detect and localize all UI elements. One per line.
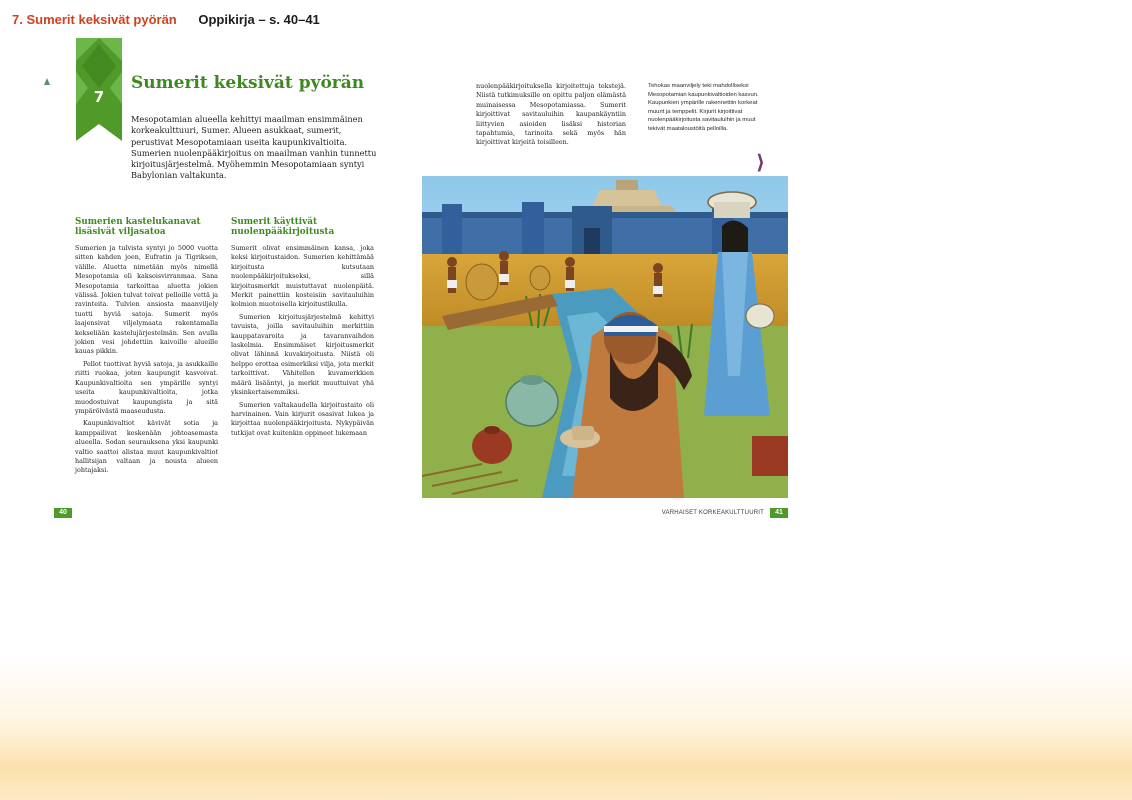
paragraph: Kaupunkivaltiot kävivät sotia ja kamppailivat keskenään johtoasemasta alueella. Sodan seurauksena yksi kaupunki valtio saattoi alistaa muut kaupunkivaltiot hallitsijan valtaan ja nousta alueen johtajaksi.: [75, 419, 218, 475]
text-column-1: [75, 217, 218, 479]
paragraph: Sumerit olivat ensimmäinen kansa, joka keksi kirjoitustaidon. Sumerien kehittämää kirjoitusta kutsutaan nuolenpääkirjoitukseksi, sillä kirjoitusmerkit muistuttavat nuolenpäitä. Merkit painettiin kosteisiin savitauluihin kolmion muotoisella kirjoitustikulla.: [231, 244, 374, 309]
curved-arrow-icon: ⟩: [756, 150, 766, 174]
page-number-left: 40: [54, 508, 72, 518]
left-arrow-icon: [44, 78, 50, 85]
intro-text: Mesopotamian alueella kehittyi maailman ensimmäinen korkeakulttuuri, Sumer. Alueen asukkaat, sumerit, perustivat Mesopotamiaan useita kaupunkivaltioita. Sumerien nuolenpääkirjoitus on maailman vanhin tunnettu kirjoitusjärjestelmä. Myöhemmin Mesopotamiaan syntyi Babylonian valtakunta.: [131, 114, 377, 181]
running-title: VARHAISET KORKEAKULTTUURIT: [661, 510, 764, 516]
paragraph: Pellot tuottivat hyviä satoja, ja asukkaille riitti ruokaa, joten kaupungit kasvoivat. Kaupunkivaltioita sen ympärille syntyi useita kaupunkivaltioita, jotka muodostuivat kaupungista ja sitä ympäröivästä maaseudusta.: [75, 359, 218, 415]
document-header: [12, 12, 320, 27]
illustration-caption: Tehokas maanviljely teki mahdolliseksi Mesopotamian kaupunkivaltioiden kasvun. Kaupunkien ympärille rakennettiin korkeat muurit ja temppelit. Kirjurit kirjoittivat nuolenpääkirjoitusta savitauluihin ja muut tekivät maataloustöitä pelloilla.: [648, 83, 759, 132]
text-column-3: [476, 82, 626, 151]
paragraph: Sumerien ja tulvista syntyi jo 5000 vuotta sitten kahden joen, Eufratin ja Tigriksen, välille. Aluetta nimetään myös nimellä Mesopotamia eli kaksoisvirranmaa. Sana Mesopotamia tarkoittaa aluetta jokien välissä. Jokien tulvat toivat pelloille vettä ja ravinteita. Tulvien ansiosta maanviljely tuotti hyviä satoja. Sumerit myös laajensivat viljelymaata rakentamalla kekseliään kastelujärjestelmän. Sen avulla jokien vesi johdettiin kaivoille alueille kauas pikkin.: [75, 244, 218, 356]
paragraph: nuolenpääkirjoituksella kirjoitettuja tekstejä. Niistä tutkimuksille on opittu paljon elämästä muinaisessa Mesopotamiassa. Sumerit kirjoittivat savitauluihin kaupankäyntiin liittyvien asioiden lisäksi historian tapahtumia, tarinoita sekä myös hän kirjoittivat kirjeitä toisilleen.: [476, 82, 626, 147]
page-title: Sumerit keksivät pyörän: [131, 73, 365, 93]
text-column-2: [231, 217, 374, 441]
column-heading: Sumerien kastelukanavat lisäsivät viljasatoa: [75, 217, 201, 237]
book-reference: Oppikirja – s. 40–41: [198, 12, 320, 27]
chapter-number: 7: [93, 88, 105, 106]
chapter-title: 7. Sumerit keksivät pyörän: [12, 12, 177, 27]
page-number-right: 41: [770, 508, 788, 518]
scan-bottom-shading: [0, 655, 1132, 800]
sumer-illustration: [422, 176, 788, 498]
paragraph: Sumerien valtakaudella kirjoitustaito oli harvinainen. Vain kirjurit osasivat lukea ja kirjoittaa nuolenpääkirjoitusta. Nykypäivän tutkijat ovat kuitenkin oppineet lukemaan: [231, 400, 374, 437]
paragraph: Sumerien kirjoitusjärjestelmä kehittyi tavuista, joilla savitauluihin merkittiin kauppatavaroita ja tavaranvaihdon laskelmia. Ensimmäiset kirjoitusmerkit olivat lähinnä kuvakirjoitusta. Niistä oli helppo erottaa esimerkiksi vilja, jota merkit tarkoittivat. Vähitellen kuvamerkkien määrä lisääntyi, ja merkit muuttuivat yhä yksinkertaisemmiksi.: [231, 312, 374, 397]
column-heading: Sumerit käyttivät nuolenpääkirjoitusta: [231, 217, 335, 237]
